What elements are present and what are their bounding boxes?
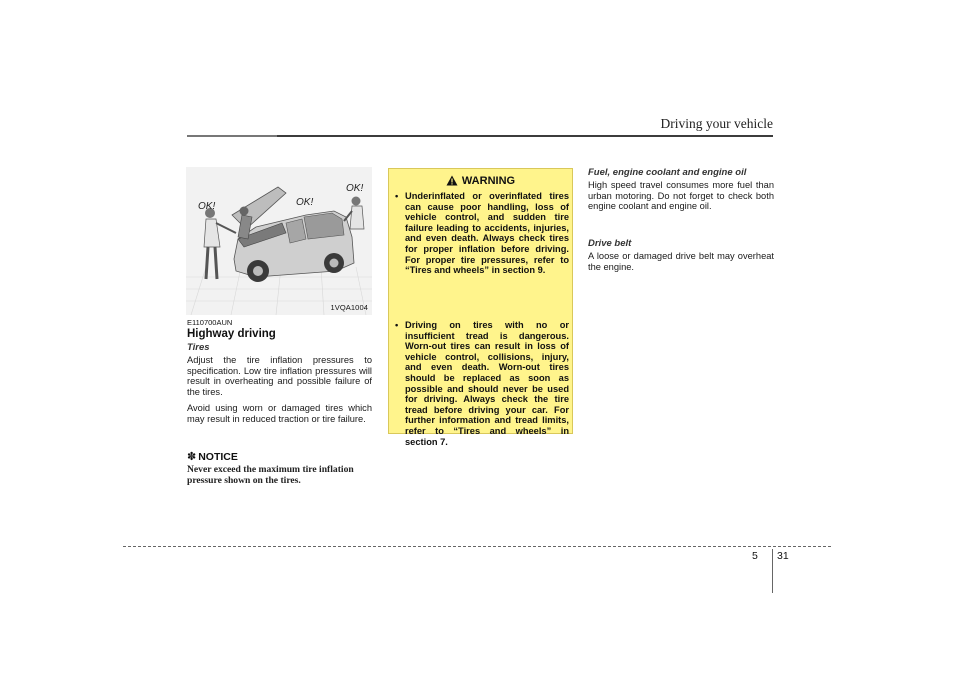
tires-paragraph-2: Avoid using worn or damaged tires which may result in reduced traction or tire failure. bbox=[187, 403, 372, 424]
warning-item-text: Underinflated or overinflated tires can cause poor handling, loss of vehicle control, and sudden tire failure leading to accidents, injuries, and even death. Always check tires for proper inflation before driving. For proper tire pressures, refer to “Tires and wheels” in section 9. bbox=[405, 191, 569, 276]
warning-item bbox=[395, 191, 569, 276]
bullet-icon: • bbox=[395, 191, 399, 201]
drive-belt-paragraph: A loose or damaged drive belt may overheat the engine. bbox=[588, 251, 774, 272]
page-number-divider bbox=[772, 549, 773, 593]
notice-star-icon: ✽ bbox=[187, 451, 197, 463]
notice-text: Never exceed the maximum tire inflation pressure shown on the tires. bbox=[187, 464, 354, 487]
tires-paragraph-1: Adjust the tire inflation pressures to specification. Low tire inflation pressures will result in overheating and possible failure of the tires. bbox=[187, 355, 372, 397]
fuel-heading: Fuel, engine coolant and engine oil bbox=[588, 167, 747, 178]
footer-dashed-rule bbox=[123, 546, 831, 547]
car-illustration-drawing bbox=[186, 167, 372, 315]
page-number: 31 bbox=[777, 550, 789, 562]
notice-heading-label: NOTICE bbox=[198, 451, 238, 463]
warning-triangle-icon bbox=[446, 175, 458, 186]
chapter-number: 5 bbox=[752, 550, 758, 562]
bullet-icon: • bbox=[395, 320, 399, 330]
ok-label-right: OK! bbox=[346, 183, 364, 194]
tires-heading: Tires bbox=[187, 342, 210, 353]
section-code: E110700AUN bbox=[187, 318, 233, 327]
warning-heading bbox=[389, 175, 572, 187]
page-header-title: Driving your vehicle bbox=[660, 116, 773, 131]
illustration-code: 1VQA1004 bbox=[330, 303, 368, 312]
ok-label-middle: OK! bbox=[296, 197, 314, 208]
drive-belt-heading: Drive belt bbox=[588, 238, 632, 249]
section-title: Highway driving bbox=[187, 328, 276, 340]
fuel-paragraph: High speed travel consumes more fuel than urban motoring. Do not forget to check both engine coolant and engine oil. bbox=[588, 180, 774, 212]
warning-box bbox=[388, 168, 573, 447]
warning-item-text: Driving on tires with no or insufficient tread is dangerous. Worn-out tires can result in loss of vehicle control, collisions, injury, and even death. Worn-out tires should be replaced as soon as possible and should never be used for driving. Always check the tire tread before driving your car. For further information and tread limits, refer to “Tires and wheels” in section 7. bbox=[405, 320, 569, 447]
car-inspection-illustration bbox=[186, 167, 372, 315]
ok-label-left: OK! bbox=[198, 201, 216, 212]
warning-heading-label: WARNING bbox=[461, 175, 516, 187]
notice-heading bbox=[187, 450, 238, 463]
warning-item bbox=[395, 320, 569, 447]
header-rule-accent bbox=[187, 135, 277, 137]
